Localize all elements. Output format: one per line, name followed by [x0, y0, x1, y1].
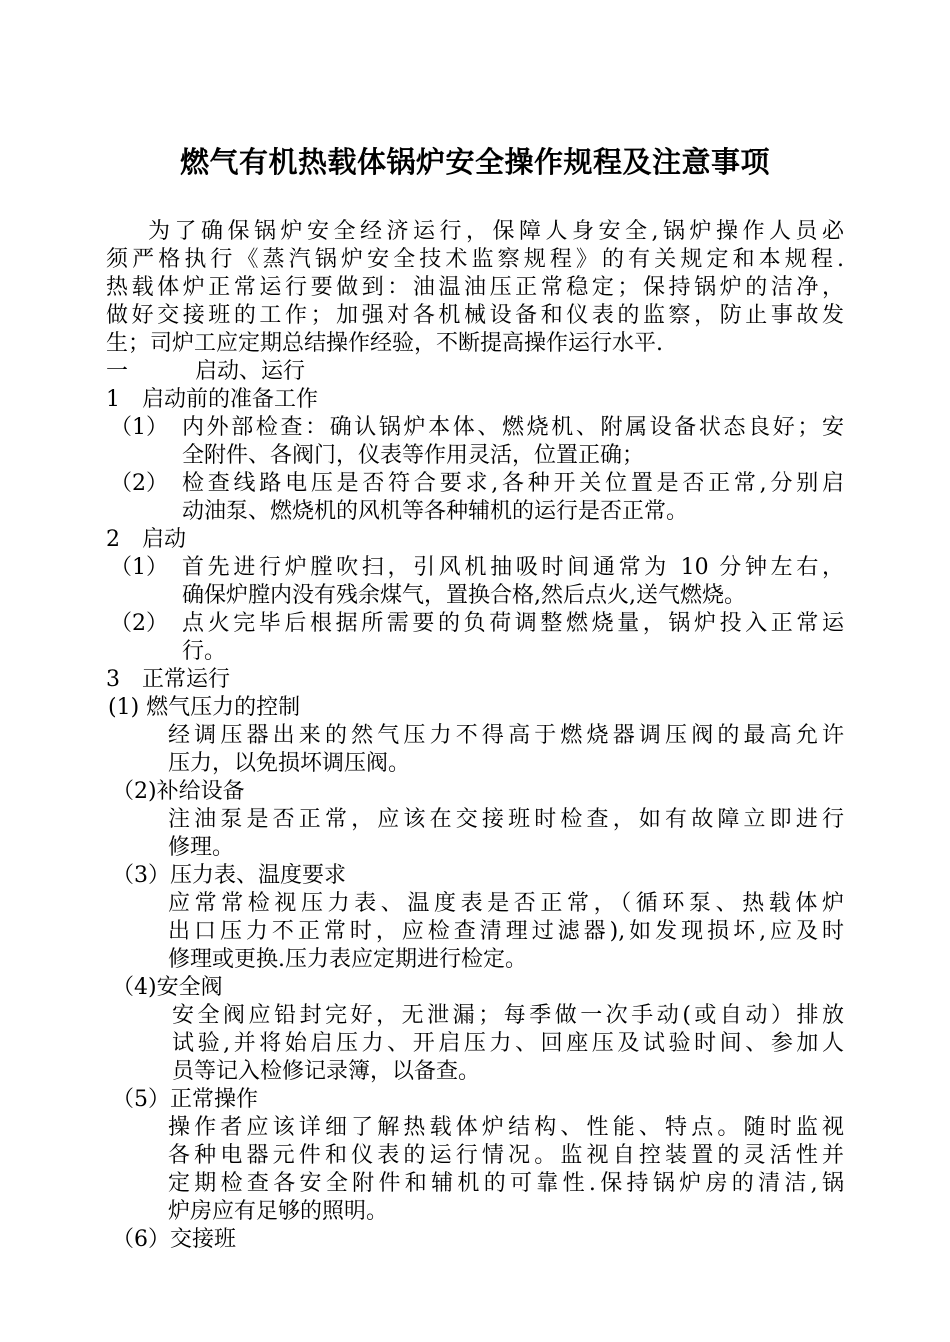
item-line: 行。: [182, 639, 227, 664]
item-line: 全附件、各阀门，仪表等作用灵活，位置正确；: [182, 443, 645, 468]
subsection-line: 注油泵是否正常，应该在交接班时检查，如有故障立即进行: [168, 807, 844, 832]
item-marker: （2）: [110, 611, 168, 636]
item-marker: （1）: [110, 555, 168, 580]
subsection-line: 试验,并将始启压力、开启压力、回座压及试验时间、参加人: [172, 1031, 844, 1056]
intro-line: 生；司炉工应定期总结操作经验，不断提高操作运行水平.: [106, 331, 663, 356]
item-line: 检查线路电压是否符合要求,各种开关位置是否正常,分别启: [182, 471, 844, 496]
subsection-heading: (1) 燃气压力的控制: [108, 695, 301, 720]
subsection-line: 经调压器出来的然气压力不得高于燃烧器调压阀的最高允许: [168, 723, 844, 748]
subsection-line: 定期检查各安全附件和辅机的可靠性.保持锅炉房的清洁,锅: [168, 1171, 844, 1196]
subsection-heading: （4)安全阀: [112, 975, 223, 1000]
subsection-line: 出口压力不正常时，应检查清理过滤器),如发现损坏,应及时: [168, 919, 844, 944]
item-marker: （1）: [110, 415, 168, 440]
chapter-number: 一: [106, 359, 129, 384]
subsection-line: 压力，以免损坏调压阀。: [168, 751, 411, 776]
subsection-line: 各种电器元件和仪表的运行情况。监视自控装置的灵活性并: [168, 1143, 844, 1168]
item-line: 内外部检查：确认锅炉本体、燃烧机、附属设备状态良好；安: [182, 415, 844, 440]
chapter-title: 启动、运行: [195, 359, 306, 384]
item-marker: （2）: [110, 471, 168, 496]
subsection-line: 操作者应该详细了解热载体炉结构、性能、特点。随时监视: [168, 1115, 844, 1140]
section-number: 3: [106, 667, 120, 692]
item-line: 确保炉膛内没有残余煤气，置换合格,然后点火,送气燃烧。: [182, 583, 746, 608]
intro-line: 须严格执行《蒸汽锅炉安全技术监察规程》的有关规定和本规程.: [106, 247, 844, 272]
section-title: 正常运行: [142, 667, 231, 692]
item-line: 动油泵、燃烧机的风机等各种辅机的运行是否正常。: [182, 499, 689, 524]
subsection-line: 应常常检视压力表、温度表是否正常，（循环泵、热载体炉: [168, 891, 844, 916]
section-title: 启动前的准备工作: [142, 387, 319, 412]
subsection-line: 员等记入检修记录簿，以备查。: [172, 1059, 481, 1084]
section-title: 启动: [142, 527, 187, 552]
section-number: 1: [106, 387, 120, 412]
intro-line: 为了确保锅炉安全经济运行，保障人身安全,锅炉操作人员必: [148, 219, 844, 244]
section-number: 2: [106, 527, 120, 552]
item-line: 首先进行炉膛吹扫，引风机抽吸时间通常为 10 分钟左右，: [182, 555, 844, 580]
subsection-line: 修理。: [168, 835, 235, 860]
subsection-heading: （5）正常操作: [112, 1087, 258, 1112]
subsection-line: 修理或更换.压力表应定期进行检定。: [168, 947, 527, 972]
intro-line: 做好交接班的工作；加强对各机械设备和仪表的监察，防止事故发: [106, 303, 844, 328]
item-line: 点火完毕后根据所需要的负荷调整燃烧量，锅炉投入正常运: [182, 611, 844, 636]
subsection-heading: （3）压力表、温度要求: [112, 863, 346, 888]
subsection-heading: （2)补给设备: [112, 779, 245, 804]
document-title: 燃气有机热载体锅炉安全操作规程及注意事项: [179, 145, 770, 179]
subsection-line: 炉房应有足够的照明。: [168, 1199, 389, 1224]
subsection-line: 安全阀应铅封完好，无泄漏；每季做一次手动(或自动）排放: [172, 1003, 844, 1028]
intro-line: 热载体炉正常运行要做到：油温油压正常稳定；保持锅炉的洁净，: [106, 275, 844, 300]
subsection-heading: （6）交接班: [112, 1227, 236, 1252]
